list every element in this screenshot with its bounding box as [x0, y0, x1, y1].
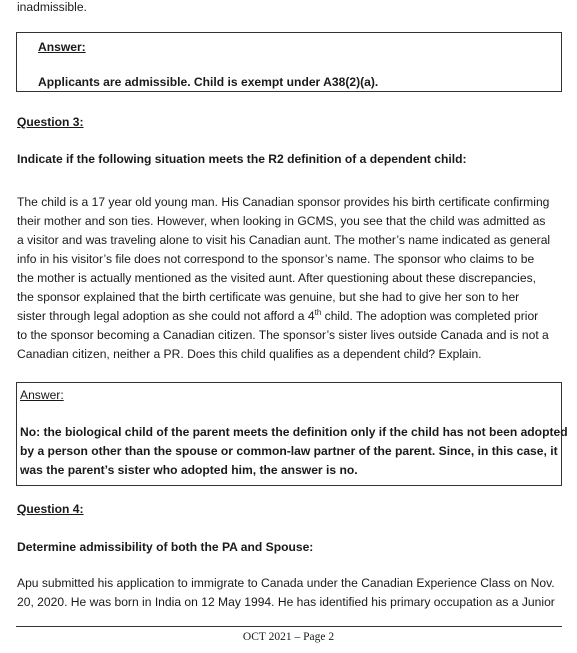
question-3-body [17, 193, 563, 364]
question-3-prompt: Indicate if the following situation meets the R2 definition of a dependent child: [17, 152, 467, 166]
body-line-part: sister through legal adoption as she could not afford a 4 [17, 309, 315, 323]
body-line-part: child. The adoption was completed prior [321, 309, 539, 323]
answer-label: Answer: [20, 388, 64, 402]
ordinal-suffix: th [314, 307, 322, 317]
question-3-heading: Question 3: [17, 115, 84, 129]
body-line [17, 307, 563, 326]
answer-box-question-3 [16, 382, 568, 486]
body-line: Apu submitted his application to immigrate to Canada under the Canadian Experience Class on Nov. [17, 576, 555, 590]
question-4-body [17, 574, 563, 612]
body-line: the mother is actually mentioned as the visited aunt. After questioning about these discrepancies, [17, 271, 536, 285]
body-line: 20, 2020. He was born in India on 12 May 1994. He has identified his primary occupation as a Junior [17, 595, 555, 609]
answer-text [20, 423, 568, 480]
body-line: the sponsor explained that the birth certificate was genuine, but she had to give her son to her [17, 290, 520, 304]
question-4-prompt: Determine admissibility of both the PA and Spouse: [17, 540, 314, 554]
body-line: info in his visitor’s file does not correspond to the sponsor’s name. The sponsor who claims to be [17, 252, 535, 266]
answer-line: was the parent’s sister who adopted him, the answer is no. [20, 463, 358, 477]
answer-line: by a person other than the spouse or common-law partner of the parent. Since, in this case, it [20, 444, 558, 458]
page-footer: OCT 2021 – Page 2 [242, 631, 335, 643]
previous-answer-fragment: inadmissible. [17, 0, 87, 14]
answer-box-question-2 [16, 32, 562, 92]
answer-label: Answer: [38, 40, 86, 54]
body-line: a visitor and was traveling alone to visit his Canadian aunt. The mother’s name indicated as general [17, 233, 551, 247]
answer-line: No: the biological child of the parent meets the definition only if the child has not been adopted [20, 425, 568, 439]
footer-divider [16, 626, 562, 627]
body-line: to the sponsor becoming a Canadian citizen. The sponsor’s sister lives outside Canada and is not a [17, 328, 549, 342]
body-line: their mother and son ties. However, when looking in GCMS, you see that the child was admitted as [17, 214, 546, 228]
answer-text: Applicants are admissible. Child is exempt under A38(2)(a). [38, 75, 379, 89]
question-4-heading: Question 4: [17, 502, 84, 516]
body-line: The child is a 17 year old young man. His Canadian sponsor provides his birth certificate confirming [17, 195, 550, 209]
body-line: Canadian citizen, neither a PR. Does this child qualifies as a dependent child? Explain. [17, 347, 482, 361]
